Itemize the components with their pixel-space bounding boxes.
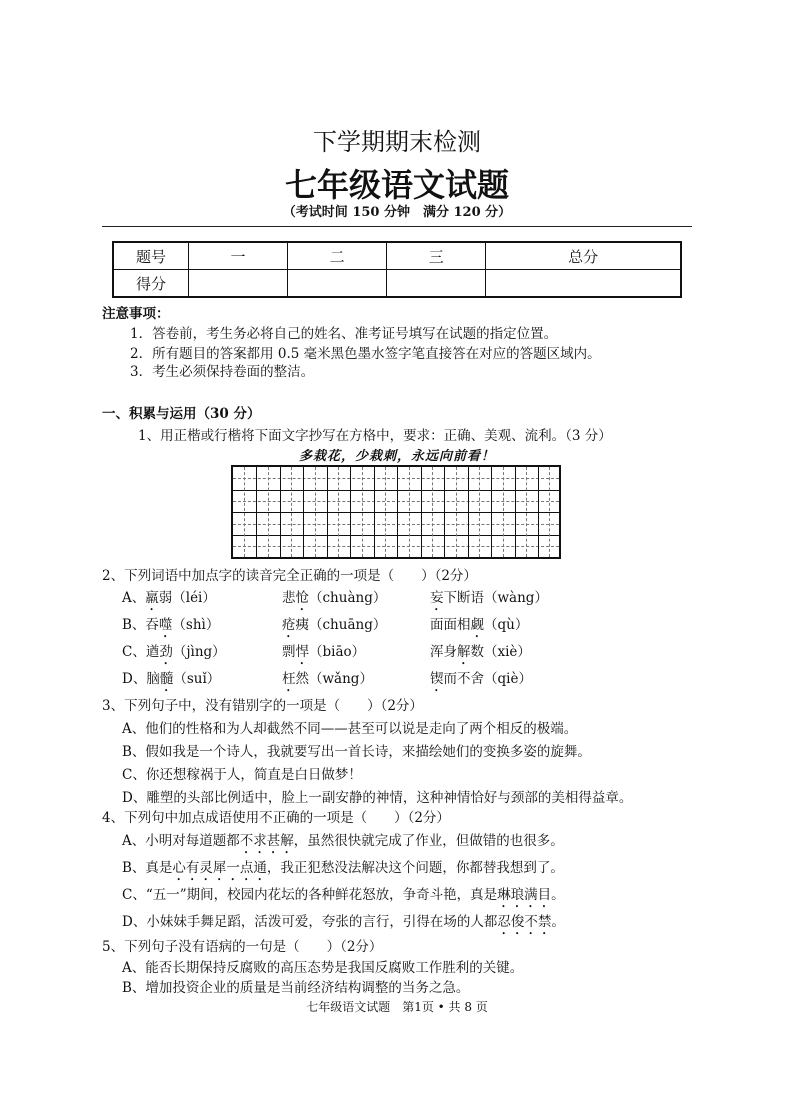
option-letter: D、: [122, 671, 147, 687]
option-cell: [282, 586, 386, 614]
option-text: 然（wǎng）: [295, 671, 373, 687]
dotted-idiom: 不求甚解: [239, 833, 294, 849]
option-text: 面面相: [430, 617, 471, 633]
header-divider: [102, 226, 692, 227]
score-header-cell: 三: [387, 242, 486, 270]
option-text: D、小妹妹手舞足蹈，活泼可爱，夸张的言行，引得在场的人都: [122, 914, 498, 930]
score-cell: [189, 270, 288, 298]
score-cell: [486, 270, 681, 298]
option-text: 悲: [282, 590, 296, 606]
dotted-char: 锲: [430, 671, 444, 687]
option-text: 弱（léi）: [158, 590, 216, 606]
score-cell: [288, 270, 387, 298]
score-row-label: 得分: [113, 270, 189, 298]
option-cell: [282, 667, 373, 695]
option-row: C、你还想稼祸于人，简直是白日做梦！: [122, 767, 362, 783]
option-row: A、他们的性格和为人却截然不同——甚至可以说是走向了两个相反的极端。: [122, 721, 578, 737]
option-text: （suǐ）: [173, 671, 221, 687]
writing-grid[interactable]: [231, 465, 561, 559]
option-cell: [282, 613, 386, 641]
question-2-text: 2、下列词语中加点字的读音完全正确的一项是（ ）（2分）: [102, 568, 477, 584]
option-text: 遒: [145, 644, 160, 660]
option-row: B、假如我是一个诗人，我就要写出一首长诗，来描绘她们的变换多姿的旋舞。: [122, 744, 591, 760]
option-text: 下断语（wàng）: [443, 590, 548, 606]
score-header-cell: 二: [288, 242, 387, 270]
option-text: 。: [551, 914, 565, 930]
option-cell: [430, 586, 548, 614]
score-table-score-row: [113, 270, 681, 298]
score-header-cell: 题号: [113, 242, 189, 270]
option-text: （shì）: [172, 617, 220, 633]
exam-title: 七年级语文试题: [284, 166, 509, 204]
option-row: [122, 586, 216, 614]
score-table-header-row: [113, 242, 681, 270]
option-cell: [430, 667, 532, 695]
score-cell: [387, 270, 486, 298]
option-text: 吞: [145, 617, 159, 633]
option-text: A、小明对每道题都: [122, 833, 240, 849]
dotted-char: 噬: [158, 617, 173, 633]
dotted-char: 枉: [282, 671, 296, 687]
question-4-text: 4、下列句中加点成语使用不正确的一项是（ ）（2分）: [102, 810, 450, 826]
option-cell: [430, 613, 528, 641]
dotted-idiom: 忍俊不禁: [497, 914, 552, 930]
exam-subtitle-term: 下学期期末检测: [313, 128, 481, 156]
dotted-idiom: 琳琅满目: [497, 887, 552, 903]
option-text: 。: [551, 887, 565, 903]
dotted-idiom: 心有灵犀一点通: [172, 860, 267, 876]
option-letter: A、: [122, 590, 146, 606]
option-text: 脑: [146, 671, 160, 687]
dotted-char: 妄: [430, 590, 444, 606]
option-text: 剽: [282, 644, 296, 660]
dotted-char: 羸: [145, 590, 159, 606]
option-row: [122, 856, 564, 884]
option-text: ，虽然很快就完成了作业，但做错的也很多。: [293, 833, 564, 849]
notice-title: 注意事项：: [102, 306, 170, 322]
score-header-cell: 总分: [486, 242, 681, 270]
notice-item: 2．所有题目的答案都用 0.5 毫米黑色墨水签字笔直接答在对应的答题区域内。: [130, 346, 601, 362]
option-text: （chuàng）: [309, 590, 387, 606]
option-row: B、增加投资企业的质量是当前经济结构调整的当务之急。: [122, 980, 470, 996]
notice-item: 3．考生必须保持卷面的整洁。: [130, 364, 315, 380]
question-3-text: 3、下列句子中，没有错别字的一项是（ ）（2分）: [102, 698, 423, 714]
notice-item: 1．答卷前，考生务必将自己的姓名、准考证号填写在试题的指定位置。: [130, 326, 558, 342]
option-row: [122, 640, 226, 668]
option-text: ，我正犯愁没法解决这个问题，你都替我想到了。: [266, 860, 564, 876]
option-text: （qù）: [484, 617, 529, 633]
option-row: [122, 613, 219, 641]
dotted-char: 疮: [282, 617, 296, 633]
exam-time-info: （考试时间 150 分钟 满分 120 分）: [282, 205, 512, 220]
option-row: [122, 667, 220, 695]
dotted-char: 悍: [295, 644, 309, 660]
option-letter: C、: [122, 644, 146, 660]
score-table: [112, 241, 682, 298]
dotted-char: 解: [457, 644, 471, 660]
option-text: （biāo）: [309, 644, 366, 660]
option-cell: [282, 640, 365, 668]
section-title: 一、积累与运用（30 分）: [102, 406, 261, 422]
option-row: [122, 910, 565, 938]
page-footer: 七年级语文试题 第1页 • 共 8 页: [306, 1000, 488, 1014]
score-header-cell: 一: [189, 242, 288, 270]
copy-text: 多栽花，少栽刺，永远向前看！: [298, 449, 495, 464]
option-row: D、雕塑的头部比例适中，脸上一副安静的神情，这种神情恰好与颈部的美相得益章。: [122, 790, 633, 806]
question-1-text: 1、用正楷或行楷将下面文字抄写在方格中，要求：正确、美观、流利。（3 分）: [138, 428, 612, 444]
dotted-char: 劲: [159, 644, 173, 660]
option-text: B、真是: [122, 860, 173, 876]
option-text: 痍（chuāng）: [295, 617, 387, 633]
dotted-char: 觑: [470, 617, 484, 633]
option-row: [122, 883, 565, 911]
option-text: 浑身: [430, 644, 457, 660]
option-row: [122, 829, 564, 857]
dotted-char: 髓: [159, 671, 174, 687]
dotted-char: 怆: [295, 590, 309, 606]
option-text: 数（xiè）: [470, 644, 531, 660]
option-letter: B、: [122, 617, 146, 633]
question-5-text: 5、下列句子没有语病的一句是（ ）（2分）: [102, 939, 383, 955]
option-text: （jìng）: [172, 644, 226, 660]
option-text: C、“五一”期间，校园内花坛的各种鲜花怒放，争奇斗艳，真是: [122, 887, 498, 903]
option-cell: [430, 640, 531, 668]
option-text: 而不舍（qiè）: [443, 671, 532, 687]
option-row: A、能否长期保持反腐败的高压态势是我国反腐败工作胜利的关键。: [122, 960, 524, 976]
